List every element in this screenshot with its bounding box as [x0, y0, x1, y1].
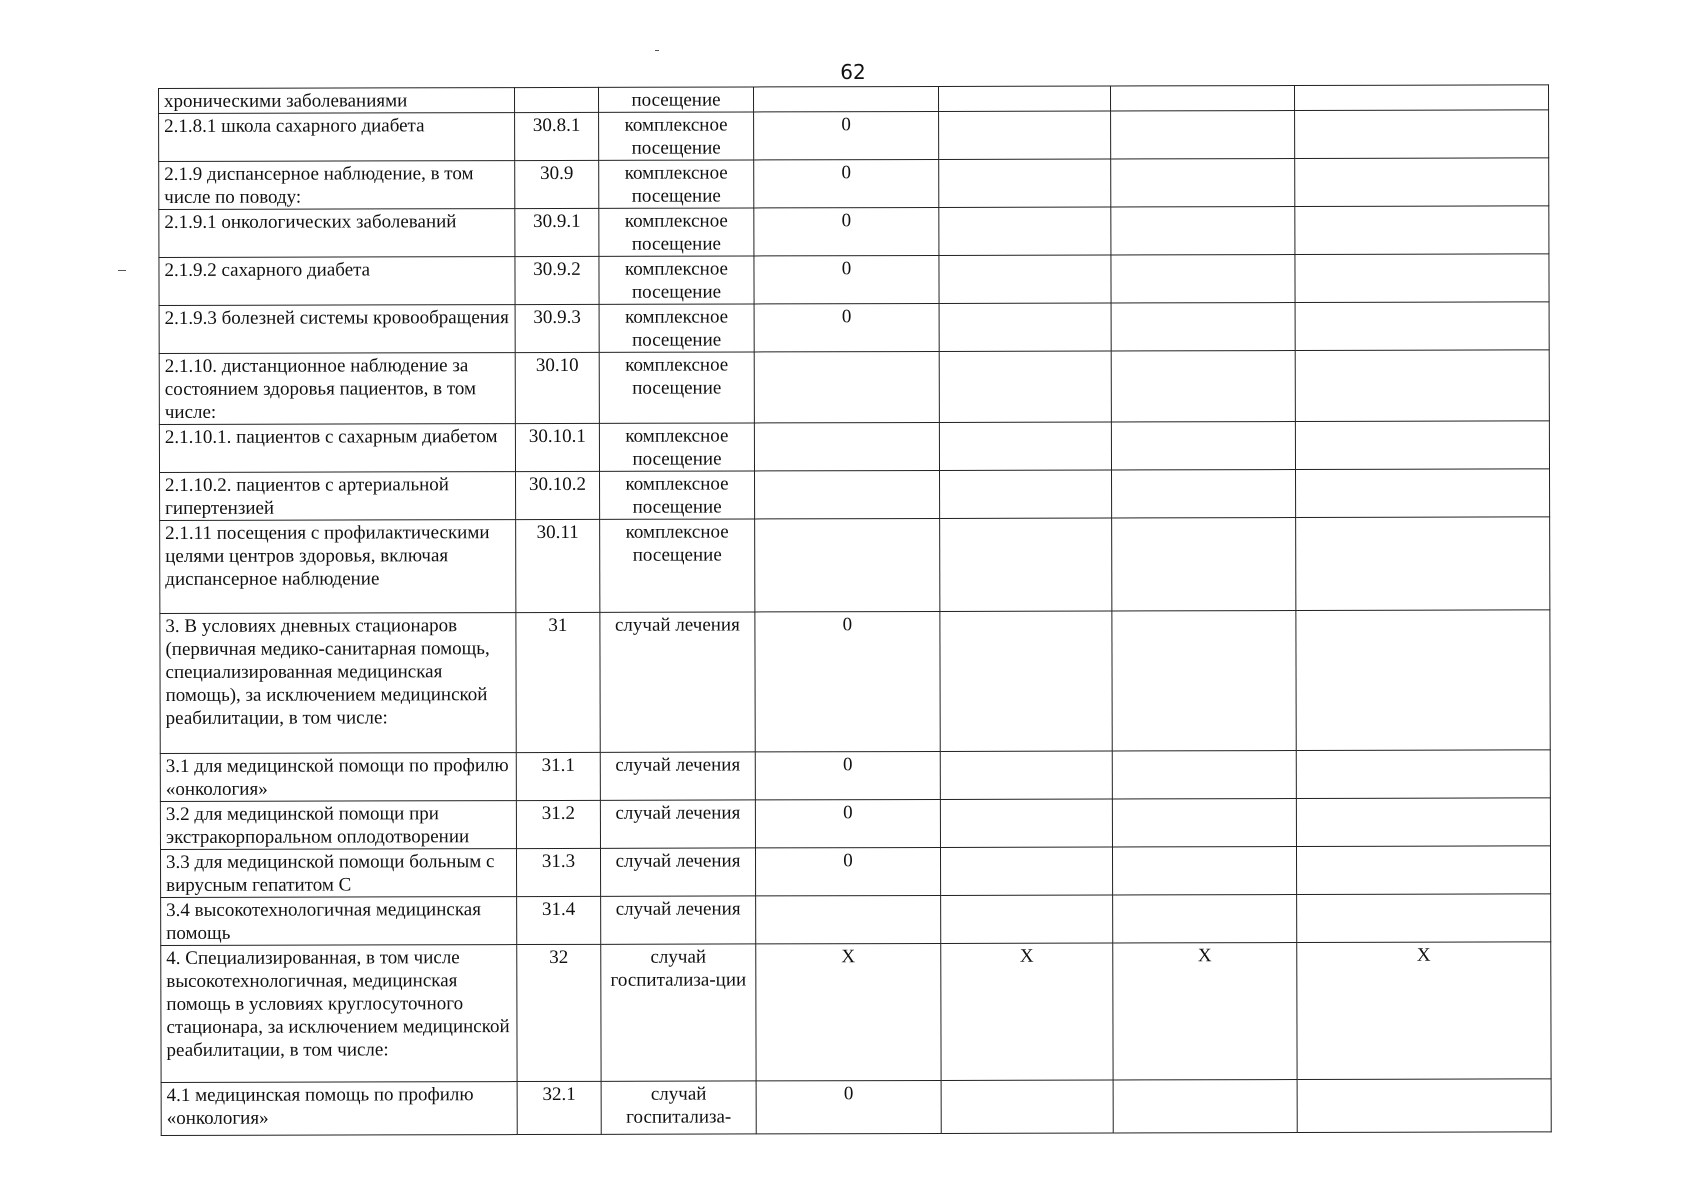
row-unit-cell: комплексное посещение [599, 208, 754, 256]
value-cell-4 [1296, 469, 1550, 518]
row-code-cell [515, 87, 599, 112]
row-code-cell: 30.10.2 [516, 471, 600, 519]
value-cell-4 [1296, 610, 1550, 751]
value-cell-1: X [756, 943, 941, 1080]
row-code-cell: 30.10 [515, 352, 599, 423]
row-unit-cell: комплексное посещение [599, 423, 754, 471]
value-cell-1: 0 [755, 799, 940, 847]
value-cell-2 [939, 351, 1111, 422]
row-name-cell: 2.1.9.3 болезней системы кровообращения [159, 305, 515, 354]
row-unit-cell: комплексное посещение [600, 519, 755, 612]
row-name-cell: 2.1.9 диспансерное наблюдение, в том числе по поводу: [159, 161, 515, 210]
page-number: 62 [840, 60, 866, 84]
value-cell-2 [939, 207, 1111, 255]
row-code-cell: 30.8.1 [515, 112, 599, 160]
row-name-cell: 3. В условиях дневных стационаров (первичная медико-санитарная помощь, специализированная медицинская помощь), за исключением медицинской реабилитации, в том числе: [160, 613, 516, 754]
value-cell-4 [1295, 110, 1549, 159]
row-code-cell: 30.10.1 [515, 423, 599, 471]
table-row [159, 206, 1549, 258]
table-row [159, 110, 1549, 162]
value-cell-4 [1295, 421, 1549, 470]
row-code-cell: 31 [516, 612, 600, 752]
value-cell-4 [1294, 85, 1548, 111]
scan-speck [118, 270, 126, 271]
value-cell-2 [940, 611, 1112, 751]
value-cell-3 [1112, 799, 1296, 847]
row-unit-cell: случай лечения [600, 848, 755, 896]
table-row [159, 302, 1549, 354]
row-name-cell: 2.1.8.1 школа сахарного диабета [159, 113, 515, 162]
row-name-cell: 2.1.11 посещения с профилактическими целями центров здоровья, включая диспансерное наблюдение [160, 520, 516, 614]
value-cell-1 [753, 86, 938, 111]
row-name-cell: 2.1.10.2. пациентов с артериальной гипертензией [160, 472, 516, 521]
table-row [160, 610, 1550, 754]
value-cell-2 [939, 159, 1111, 207]
row-code-cell: 31.1 [516, 752, 600, 800]
table-row [160, 517, 1550, 614]
row-unit-cell: комплексное посещение [599, 352, 754, 423]
row-unit-cell: случай госпитализа- [601, 1081, 756, 1134]
row-name-cell: 3.2 для медицинской помощи при экстракорпоральном оплодотворении [160, 801, 516, 850]
table-row [159, 85, 1549, 114]
row-unit-cell: случай лечения [600, 612, 755, 752]
row-code-cell: 30.9.2 [515, 256, 599, 304]
value-cell-4 [1295, 206, 1549, 255]
value-cell-1 [755, 518, 940, 611]
value-cell-4 [1295, 350, 1549, 422]
row-code-cell: 30.9.1 [515, 208, 599, 256]
value-cell-2 [941, 1080, 1113, 1133]
row-code-cell: 31.4 [517, 896, 601, 944]
value-cell-2 [940, 470, 1112, 518]
value-cell-1: 0 [754, 303, 939, 351]
row-name-cell: 3.3 для медицинской помощи больным с вирусным гепатитом С [160, 849, 516, 898]
table-row [160, 469, 1550, 521]
value-cell-3 [1111, 159, 1295, 207]
row-unit-cell: комплексное посещение [600, 471, 755, 519]
value-cell-4 [1297, 1079, 1551, 1133]
data-table [158, 84, 1552, 1136]
value-cell-2 [940, 518, 1112, 611]
value-cell-1 [755, 470, 940, 518]
row-code-cell: 30.11 [516, 519, 600, 612]
table-row [160, 750, 1550, 802]
value-cell-4 [1295, 158, 1549, 207]
table-row [161, 894, 1551, 946]
value-cell-3 [1112, 751, 1296, 799]
table-row [160, 798, 1550, 850]
row-unit-cell: случай госпитализа-ции [601, 944, 756, 1081]
value-cell-3 [1113, 1080, 1297, 1133]
row-code-cell: 30.9 [515, 160, 599, 208]
row-code-cell: 32.1 [517, 1081, 601, 1134]
row-unit-cell: посещение [598, 87, 753, 112]
value-cell-4 [1296, 750, 1550, 799]
row-name-cell: 4.1 медицинская помощь по профилю «онкология» [161, 1082, 517, 1136]
value-cell-3 [1112, 518, 1296, 611]
value-cell-4 [1296, 798, 1550, 847]
row-name-cell: 2.1.9.2 сахарного диабета [159, 257, 515, 306]
value-cell-3 [1112, 847, 1296, 895]
value-cell-1 [754, 422, 939, 470]
value-cell-1: 0 [755, 611, 940, 751]
row-name-cell: 3.4 высокотехнологичная медицинская помощь [161, 897, 517, 946]
value-cell-2 [939, 303, 1111, 351]
value-cell-4 [1296, 846, 1550, 895]
value-cell-3 [1113, 895, 1297, 943]
row-code-cell: 31.2 [516, 800, 600, 848]
value-cell-4 [1295, 254, 1549, 303]
value-cell-2 [939, 111, 1111, 159]
row-unit-cell: комплексное посещение [599, 256, 754, 304]
value-cell-3 [1111, 422, 1295, 470]
value-cell-3 [1110, 86, 1294, 111]
value-cell-1: 0 [754, 159, 939, 207]
value-cell-3 [1111, 207, 1295, 255]
value-cell-2 [940, 751, 1112, 799]
value-cell-2 [939, 422, 1111, 470]
table-row [159, 158, 1549, 210]
value-cell-2: X [941, 943, 1113, 1080]
row-code-cell: 32 [517, 944, 601, 1081]
value-cell-3 [1111, 303, 1295, 351]
value-cell-1: 0 [754, 111, 939, 159]
value-cell-4 [1297, 894, 1551, 943]
value-cell-1: 0 [754, 255, 939, 303]
value-cell-3 [1111, 255, 1295, 303]
row-unit-cell: комплексное посещение [599, 112, 754, 160]
row-unit-cell: случай лечения [601, 896, 756, 944]
table-row [159, 421, 1549, 473]
table-row [159, 350, 1549, 425]
value-cell-2 [940, 847, 1112, 895]
row-code-cell: 31.3 [516, 848, 600, 896]
table-row [161, 1079, 1551, 1136]
value-cell-1: 0 [754, 207, 939, 255]
row-name-cell: 2.1.9.1 онкологических заболеваний [159, 209, 515, 258]
row-unit-cell: комплексное посещение [599, 304, 754, 352]
value-cell-2 [941, 895, 1113, 943]
row-name-cell: 4. Специализированная, в том числе высокотехнологичная, медицинская помощь в условиях круглосуточного стационара, за исключением медицинской реабилитации, в том числе: [161, 945, 517, 1083]
scan-speck [655, 50, 659, 51]
value-cell-2 [940, 799, 1112, 847]
value-cell-1 [756, 895, 941, 943]
value-cell-3 [1112, 611, 1296, 751]
value-cell-1 [754, 351, 939, 422]
value-cell-3 [1111, 111, 1295, 159]
value-cell-4: X [1297, 942, 1551, 1080]
row-unit-cell: случай лечения [600, 800, 755, 848]
value-cell-1: 0 [756, 1080, 941, 1133]
value-cell-3: X [1113, 943, 1297, 1080]
value-cell-2 [938, 86, 1110, 111]
value-cell-3 [1112, 470, 1296, 518]
row-name-cell: хроническими заболеваниями [159, 88, 515, 114]
table-row [161, 942, 1551, 1083]
table-row [160, 846, 1550, 898]
table-row [159, 254, 1549, 306]
row-name-cell: 3.1 для медицинской помощи по профилю «онкология» [160, 753, 516, 802]
value-cell-4 [1295, 302, 1549, 351]
row-name-cell: 2.1.10. дистанционное наблюдение за состоянием здоровья пациентов, в том числе: [159, 353, 515, 425]
value-cell-1: 0 [755, 847, 940, 895]
value-cell-2 [939, 255, 1111, 303]
value-cell-1: 0 [755, 751, 940, 799]
row-unit-cell: комплексное посещение [599, 160, 754, 208]
row-code-cell: 30.9.3 [515, 304, 599, 352]
row-name-cell: 2.1.10.1. пациентов с сахарным диабетом [159, 424, 515, 473]
row-unit-cell: случай лечения [600, 752, 755, 800]
value-cell-3 [1111, 351, 1295, 422]
value-cell-4 [1296, 517, 1550, 611]
